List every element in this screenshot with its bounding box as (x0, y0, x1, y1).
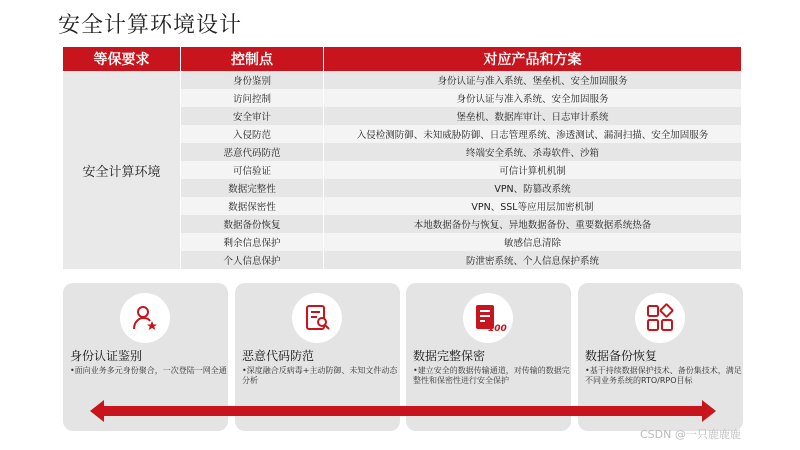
app-grid-icon (635, 293, 685, 343)
table-rows (181, 71, 741, 269)
control-cell: 恶意代码防范 (181, 143, 324, 161)
control-cell: 数据完整性 (181, 179, 324, 197)
header-requirement: 等保要求 (63, 47, 181, 71)
header-solution: 对应产品和方案 (483, 52, 582, 68)
checklist-100-icon (463, 293, 513, 343)
watermark: CSDN @一只鹿鹿鹿 (640, 428, 741, 441)
table-row (181, 179, 741, 197)
table-row (181, 251, 741, 269)
double-arrow-icon (90, 400, 716, 422)
card-desc: •深度融合反病毒+主动防御、未知文件动态分析 (242, 366, 398, 385)
table-row (181, 233, 741, 251)
table-body (63, 71, 741, 269)
solution-cell: 入侵检测防御、未知威胁防御、日志管理系统、渗透测试、漏洞扫描、安全加固服务 (356, 130, 709, 141)
header-control: 控制点 (181, 47, 324, 71)
table-row (181, 197, 741, 215)
solution-cell: 可信计算机机制 (499, 166, 566, 177)
card-title: 恶意代码防范 (242, 349, 315, 363)
card-title: 数据完整保密 (413, 349, 486, 363)
table-row (181, 143, 741, 161)
requirement-cell: 安全计算环境 (63, 71, 181, 269)
solution-cell: 防泄密系统、个人信息保护系统 (465, 256, 599, 267)
control-cell: 剩余信息保护 (181, 233, 324, 251)
control-cell: 访问控制 (181, 89, 324, 107)
table-row (181, 215, 741, 233)
solution-cell: 身份认证与准入系统、安全加固服务 (456, 94, 609, 105)
card-title: 身份认证鉴别 (70, 349, 143, 363)
card-title: 数据备份恢复 (585, 349, 658, 363)
solution-cell: VPN、SSL等应用层加密机制 (471, 202, 594, 213)
table-row (181, 125, 741, 143)
solution-cell: 敏感信息清除 (503, 238, 561, 249)
user-star-icon (120, 293, 170, 343)
card-desc: •建立安全的数据传输通道，对传输的数据完整性和保密性进行安全保护 (413, 366, 570, 385)
control-cell: 身份鉴别 (181, 71, 324, 89)
table-row (181, 161, 741, 179)
table-row (181, 89, 741, 107)
table-row (181, 107, 741, 125)
solution-cell: 本地数据备份与恢复、异地数据备份、重要数据系统热备 (413, 220, 652, 231)
requirements-table (63, 47, 741, 269)
control-cell: 数据保密性 (181, 197, 324, 215)
solution-cell: 终端安全系统、杀毒软件、沙箱 (465, 148, 599, 159)
control-cell: 数据备份恢复 (181, 215, 324, 233)
control-cell: 入侵防范 (181, 125, 324, 143)
page-title: 安全计算环境设计 (58, 13, 243, 38)
table-header (63, 47, 741, 71)
solution-cell: 身份认证与准入系统、堡垒机、安全加固服务 (437, 76, 628, 87)
table-row (181, 71, 741, 89)
card-desc: •面向业务多元身份聚合，一次登陆一网全通 (70, 366, 227, 375)
document-search-icon (292, 293, 342, 343)
control-cell: 可信验证 (181, 161, 324, 179)
control-cell: 安全审计 (181, 107, 324, 125)
svg-text:100: 100 (488, 324, 507, 334)
solution-cell: VPN、防篡改系统 (494, 184, 571, 195)
solution-cell: 堡垒机、数据库审计、日志审计系统 (456, 112, 609, 123)
card-desc: •基于持续数据保护技术、备份集技术，满足不同业务系统的RTO/RPO目标 (585, 366, 742, 385)
control-cell: 个人信息保护 (181, 251, 324, 269)
